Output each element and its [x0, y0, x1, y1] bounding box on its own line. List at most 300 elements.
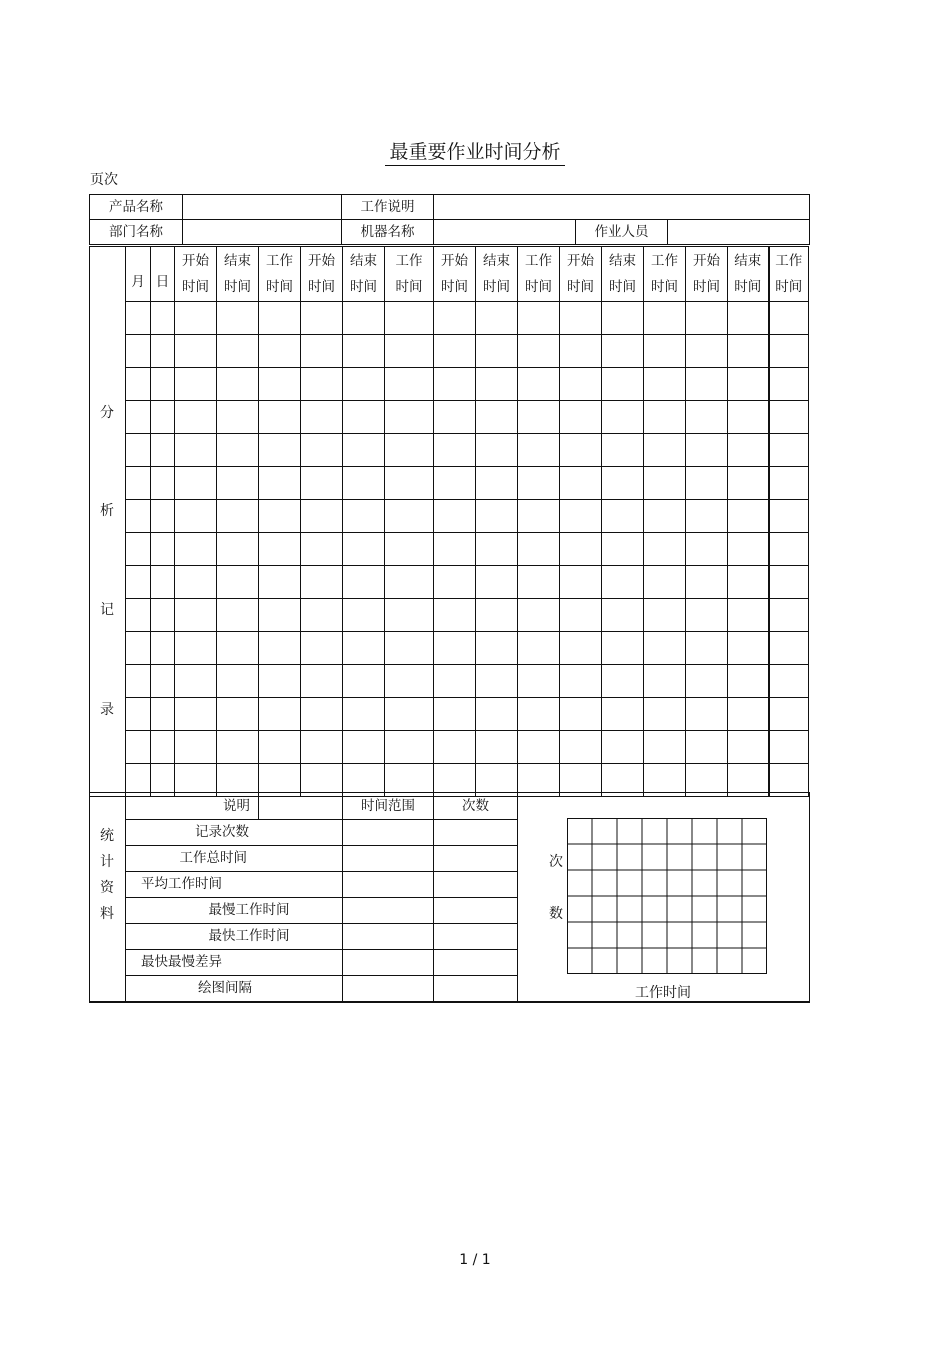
record-cell[interactable]	[769, 665, 809, 698]
record-cell[interactable]	[644, 500, 686, 533]
record-cell[interactable]	[151, 599, 175, 632]
record-cell[interactable]	[686, 731, 728, 764]
record-cell[interactable]	[434, 335, 476, 368]
record-cell[interactable]	[644, 335, 686, 368]
record-cell[interactable]	[126, 500, 151, 533]
histogram-grid	[567, 818, 767, 974]
record-cell[interactable]	[259, 632, 301, 665]
record-cell[interactable]	[126, 566, 151, 599]
stats-side-cell	[90, 793, 126, 1003]
stats-row-label: 平均工作时间	[126, 872, 343, 898]
record-cell[interactable]	[343, 731, 385, 764]
record-cell[interactable]	[518, 632, 560, 665]
record-cell[interactable]	[259, 566, 301, 599]
record-cell[interactable]	[151, 698, 175, 731]
record-cell[interactable]	[301, 599, 343, 632]
record-cell[interactable]	[217, 632, 259, 665]
record-cell[interactable]	[301, 401, 343, 434]
record-cell[interactable]	[259, 698, 301, 731]
record-cell[interactable]	[769, 368, 809, 401]
record-cell[interactable]	[686, 335, 728, 368]
stats-value-cell[interactable]	[343, 924, 434, 950]
record-cell[interactable]	[686, 698, 728, 731]
record-cell[interactable]	[560, 731, 602, 764]
record-cell[interactable]	[602, 434, 644, 467]
record-cell[interactable]	[434, 731, 476, 764]
record-cell[interactable]	[434, 632, 476, 665]
record-cell[interactable]	[126, 632, 151, 665]
record-cell[interactable]	[175, 335, 217, 368]
record-cell[interactable]	[385, 500, 434, 533]
record-cell[interactable]	[560, 599, 602, 632]
record-cell[interactable]	[259, 500, 301, 533]
stats-value-cell[interactable]	[434, 872, 518, 898]
page-number-label: 页次	[90, 172, 118, 188]
record-cell[interactable]	[434, 467, 476, 500]
record-cell[interactable]	[343, 632, 385, 665]
operator-label: 作业人员	[576, 220, 668, 245]
record-cell[interactable]	[560, 302, 602, 335]
record-cell[interactable]	[151, 302, 175, 335]
record-cell[interactable]	[476, 335, 518, 368]
record-cell[interactable]	[126, 731, 151, 764]
stats-value-cell[interactable]	[434, 950, 518, 976]
stats-row-label: 绘图间隔	[126, 976, 343, 1003]
record-cell[interactable]	[385, 368, 434, 401]
record-cell[interactable]	[343, 533, 385, 566]
record-cell[interactable]	[728, 632, 769, 665]
operator-field[interactable]	[668, 220, 810, 245]
record-side-char: 分	[100, 405, 114, 421]
record-cell[interactable]	[602, 731, 644, 764]
record-cell[interactable]	[434, 368, 476, 401]
record-cell[interactable]	[385, 401, 434, 434]
record-cell[interactable]	[151, 665, 175, 698]
chart-x-label: 工作时间	[635, 985, 691, 1001]
time-header-start: 开始 时间	[301, 247, 343, 302]
record-cell[interactable]	[343, 566, 385, 599]
record-cell[interactable]	[644, 698, 686, 731]
machine-name-field[interactable]	[434, 220, 576, 245]
record-cell[interactable]	[518, 335, 560, 368]
record-cell[interactable]	[175, 302, 217, 335]
stats-value-cell[interactable]	[434, 976, 518, 1003]
time-header-start: 开始 时间	[560, 247, 602, 302]
record-cell[interactable]	[560, 368, 602, 401]
record-cell[interactable]	[728, 500, 769, 533]
record-cell[interactable]	[301, 467, 343, 500]
record-cell[interactable]	[560, 632, 602, 665]
record-cell[interactable]	[476, 698, 518, 731]
record-cell[interactable]	[259, 368, 301, 401]
record-cell[interactable]	[175, 731, 217, 764]
record-cell[interactable]	[644, 566, 686, 599]
time-header-start: 开始 时间	[434, 247, 476, 302]
record-cell[interactable]	[686, 533, 728, 566]
record-side-char: 析	[100, 503, 114, 519]
record-cell[interactable]	[560, 335, 602, 368]
record-cell[interactable]	[476, 566, 518, 599]
record-cell[interactable]	[518, 599, 560, 632]
record-cell[interactable]	[476, 599, 518, 632]
record-cell[interactable]	[602, 401, 644, 434]
record-cell[interactable]	[175, 467, 217, 500]
record-cell[interactable]	[686, 302, 728, 335]
record-cell[interactable]	[560, 698, 602, 731]
record-cell[interactable]	[217, 698, 259, 731]
record-cell[interactable]	[434, 665, 476, 698]
record-cell[interactable]	[518, 401, 560, 434]
record-cell[interactable]	[769, 599, 809, 632]
record-cell[interactable]	[728, 731, 769, 764]
stats-value-cell[interactable]	[434, 898, 518, 924]
product-name-field[interactable]	[183, 195, 342, 220]
record-cell[interactable]	[728, 401, 769, 434]
record-side-char: 记	[100, 602, 114, 618]
record-cell[interactable]	[434, 500, 476, 533]
record-cell[interactable]	[644, 665, 686, 698]
record-cell[interactable]	[728, 665, 769, 698]
record-cell[interactable]	[602, 467, 644, 500]
record-cell[interactable]	[175, 401, 217, 434]
record-row	[90, 467, 809, 500]
record-cell[interactable]	[385, 533, 434, 566]
record-cell[interactable]	[151, 731, 175, 764]
record-cell[interactable]	[769, 335, 809, 368]
info-table	[89, 194, 810, 245]
record-cell[interactable]	[343, 599, 385, 632]
record-cell[interactable]	[644, 401, 686, 434]
record-cell[interactable]	[602, 302, 644, 335]
record-cell[interactable]	[343, 434, 385, 467]
record-cell[interactable]	[728, 368, 769, 401]
record-cell[interactable]	[385, 632, 434, 665]
record-cell[interactable]	[769, 698, 809, 731]
record-cell[interactable]	[728, 698, 769, 731]
time-header-end: 结束 时间	[476, 247, 518, 302]
record-cell[interactable]	[602, 533, 644, 566]
record-cell[interactable]	[343, 500, 385, 533]
record-cell[interactable]	[259, 731, 301, 764]
record-side-char: 录	[100, 702, 114, 718]
record-cell[interactable]	[476, 467, 518, 500]
record-cell[interactable]	[217, 665, 259, 698]
record-row	[90, 665, 809, 698]
record-cell[interactable]	[686, 434, 728, 467]
record-cell[interactable]	[728, 434, 769, 467]
record-cell[interactable]	[151, 434, 175, 467]
stats-header-blank	[259, 793, 343, 820]
record-cell[interactable]	[769, 302, 809, 335]
record-cell[interactable]	[518, 533, 560, 566]
record-cell[interactable]	[476, 665, 518, 698]
stats-side-char: 资	[100, 880, 114, 896]
record-cell[interactable]	[728, 566, 769, 599]
record-cell[interactable]	[126, 302, 151, 335]
record-cell[interactable]	[126, 665, 151, 698]
work-desc-field[interactable]	[434, 195, 810, 220]
stats-header-desc: 说明	[126, 793, 259, 820]
record-row	[90, 599, 809, 632]
record-cell[interactable]	[217, 731, 259, 764]
record-cell[interactable]	[434, 302, 476, 335]
stats-side-char: 料	[100, 906, 114, 922]
record-cell[interactable]	[151, 467, 175, 500]
record-cell[interactable]	[476, 401, 518, 434]
record-cell[interactable]	[686, 599, 728, 632]
record-cell[interactable]	[769, 632, 809, 665]
record-cell[interactable]	[343, 698, 385, 731]
record-cell[interactable]	[518, 665, 560, 698]
record-cell[interactable]	[518, 302, 560, 335]
record-cell[interactable]	[728, 467, 769, 500]
record-cell[interactable]	[518, 467, 560, 500]
record-cell[interactable]	[126, 467, 151, 500]
record-row	[90, 434, 809, 467]
time-header-end: 结束 时间	[728, 247, 769, 302]
record-cell[interactable]	[602, 698, 644, 731]
record-cell[interactable]	[644, 467, 686, 500]
record-cell[interactable]	[728, 599, 769, 632]
record-cell[interactable]	[217, 467, 259, 500]
record-cell[interactable]	[343, 401, 385, 434]
record-cell[interactable]	[644, 632, 686, 665]
record-cell[interactable]	[259, 533, 301, 566]
record-cell[interactable]	[560, 566, 602, 599]
record-cell[interactable]	[560, 434, 602, 467]
stats-value-cell[interactable]	[343, 872, 434, 898]
record-cell[interactable]	[343, 467, 385, 500]
stats-header-count: 次数	[434, 793, 518, 820]
record-cell[interactable]	[560, 500, 602, 533]
record-cell[interactable]	[151, 533, 175, 566]
record-cell[interactable]	[175, 434, 217, 467]
record-cell[interactable]	[217, 401, 259, 434]
record-cell[interactable]	[259, 401, 301, 434]
record-cell[interactable]	[476, 368, 518, 401]
record-cell[interactable]	[434, 599, 476, 632]
record-cell[interactable]	[301, 731, 343, 764]
record-cell[interactable]	[644, 434, 686, 467]
record-cell[interactable]	[518, 434, 560, 467]
stats-value-cell[interactable]	[343, 820, 434, 846]
record-cell[interactable]	[476, 434, 518, 467]
record-cell[interactable]	[385, 665, 434, 698]
dept-name-label: 部门名称	[90, 220, 183, 245]
record-cell[interactable]	[560, 467, 602, 500]
record-cell[interactable]	[217, 335, 259, 368]
record-cell[interactable]	[126, 368, 151, 401]
record-cell[interactable]	[151, 632, 175, 665]
stats-side-char: 计	[100, 854, 114, 870]
record-cell[interactable]	[728, 533, 769, 566]
record-cell[interactable]	[217, 566, 259, 599]
record-cell[interactable]	[686, 401, 728, 434]
stats-value-cell[interactable]	[343, 898, 434, 924]
record-cell[interactable]	[217, 533, 259, 566]
record-cell[interactable]	[126, 335, 151, 368]
record-cell[interactable]	[175, 632, 217, 665]
record-cell[interactable]	[518, 698, 560, 731]
record-cell[interactable]	[518, 731, 560, 764]
record-cell[interactable]	[434, 401, 476, 434]
record-cell[interactable]	[385, 599, 434, 632]
record-cell[interactable]	[476, 302, 518, 335]
record-cell[interactable]	[602, 500, 644, 533]
stats-value-cell[interactable]	[434, 846, 518, 872]
time-header-end: 结束 时间	[602, 247, 644, 302]
record-cell[interactable]	[175, 566, 217, 599]
record-row	[90, 368, 809, 401]
record-cell[interactable]	[434, 434, 476, 467]
record-cell[interactable]	[434, 533, 476, 566]
stats-row-label: 工作总时间	[126, 846, 343, 872]
record-cell[interactable]	[301, 566, 343, 599]
record-cell[interactable]	[560, 401, 602, 434]
stats-value-cell[interactable]	[343, 976, 434, 1003]
record-cell[interactable]	[518, 500, 560, 533]
record-cell[interactable]	[301, 335, 343, 368]
record-cell[interactable]	[644, 302, 686, 335]
record-cell[interactable]	[769, 401, 809, 434]
time-header-work: 工作 时间	[385, 247, 434, 302]
record-cell[interactable]	[769, 467, 809, 500]
stats-value-cell[interactable]	[434, 820, 518, 846]
stats-value-cell[interactable]	[343, 950, 434, 976]
record-cell[interactable]	[728, 302, 769, 335]
record-cell[interactable]	[686, 368, 728, 401]
record-cell[interactable]	[385, 302, 434, 335]
record-cell[interactable]	[602, 566, 644, 599]
month-header: 月	[126, 247, 151, 302]
record-cell[interactable]	[769, 731, 809, 764]
record-cell[interactable]	[217, 368, 259, 401]
stats-value-cell[interactable]	[434, 924, 518, 950]
record-row	[90, 401, 809, 434]
record-cell[interactable]	[175, 533, 217, 566]
record-cell[interactable]	[343, 665, 385, 698]
record-cell[interactable]	[476, 731, 518, 764]
record-cell[interactable]	[301, 434, 343, 467]
record-cell[interactable]	[385, 434, 434, 467]
record-cell[interactable]	[259, 467, 301, 500]
record-cell[interactable]	[259, 434, 301, 467]
record-cell[interactable]	[126, 599, 151, 632]
record-row	[90, 335, 809, 368]
record-cell[interactable]	[301, 665, 343, 698]
dept-name-field[interactable]	[183, 220, 342, 245]
record-cell[interactable]	[343, 335, 385, 368]
record-cell[interactable]	[151, 335, 175, 368]
record-cell[interactable]	[602, 665, 644, 698]
record-cell[interactable]	[686, 500, 728, 533]
record-cell[interactable]	[602, 632, 644, 665]
record-cell[interactable]	[602, 599, 644, 632]
record-cell[interactable]	[476, 632, 518, 665]
record-cell[interactable]	[175, 599, 217, 632]
record-cell[interactable]	[151, 566, 175, 599]
stats-value-cell[interactable]	[343, 846, 434, 872]
work-desc-label: 工作说明	[342, 195, 434, 220]
record-cell[interactable]	[518, 566, 560, 599]
time-header-work: 工作 时间	[259, 247, 301, 302]
record-cell[interactable]	[175, 665, 217, 698]
record-cell[interactable]	[217, 434, 259, 467]
record-cell[interactable]	[769, 533, 809, 566]
record-cell[interactable]	[217, 599, 259, 632]
record-cell[interactable]	[126, 698, 151, 731]
record-cell[interactable]	[476, 533, 518, 566]
record-cell[interactable]	[301, 533, 343, 566]
record-cell[interactable]	[385, 335, 434, 368]
record-cell[interactable]	[686, 665, 728, 698]
record-cell[interactable]	[769, 566, 809, 599]
record-cell[interactable]	[259, 599, 301, 632]
record-cell[interactable]	[560, 533, 602, 566]
record-cell[interactable]	[301, 368, 343, 401]
record-cell[interactable]	[602, 335, 644, 368]
record-cell[interactable]	[434, 698, 476, 731]
record-cell[interactable]	[343, 368, 385, 401]
record-cell[interactable]	[175, 500, 217, 533]
record-cell[interactable]	[259, 335, 301, 368]
record-cell[interactable]	[385, 731, 434, 764]
stats-row-label: 最快工作时间	[126, 924, 343, 950]
record-cell[interactable]	[217, 302, 259, 335]
record-cell[interactable]	[769, 500, 809, 533]
chart-y-label-char: 数	[549, 906, 563, 922]
record-cell[interactable]	[644, 731, 686, 764]
record-cell[interactable]	[385, 698, 434, 731]
time-header-start: 开始 时间	[686, 247, 728, 302]
record-cell[interactable]	[728, 335, 769, 368]
product-name-label: 产品名称	[90, 195, 183, 220]
record-cell[interactable]	[769, 434, 809, 467]
record-cell[interactable]	[644, 368, 686, 401]
record-cell[interactable]	[175, 698, 217, 731]
record-cell[interactable]	[126, 401, 151, 434]
record-cell[interactable]	[175, 368, 217, 401]
record-cell[interactable]	[151, 500, 175, 533]
document-title	[0, 140, 950, 166]
record-cell[interactable]	[644, 533, 686, 566]
record-cell[interactable]	[385, 566, 434, 599]
record-cell[interactable]	[385, 467, 434, 500]
record-cell[interactable]	[151, 401, 175, 434]
record-cell[interactable]	[126, 533, 151, 566]
record-cell[interactable]	[301, 500, 343, 533]
record-cell[interactable]	[644, 599, 686, 632]
record-cell[interactable]	[217, 500, 259, 533]
record-cell[interactable]	[476, 500, 518, 533]
record-cell[interactable]	[151, 368, 175, 401]
record-cell[interactable]	[259, 665, 301, 698]
record-cell[interactable]	[259, 302, 301, 335]
record-cell[interactable]	[343, 302, 385, 335]
record-cell[interactable]	[301, 632, 343, 665]
record-cell[interactable]	[686, 467, 728, 500]
record-cell[interactable]	[518, 368, 560, 401]
record-cell[interactable]	[301, 698, 343, 731]
record-cell[interactable]	[560, 665, 602, 698]
day-header: 日	[151, 247, 175, 302]
record-cell[interactable]	[602, 368, 644, 401]
record-cell[interactable]	[434, 566, 476, 599]
record-cell[interactable]	[686, 632, 728, 665]
record-cell[interactable]	[686, 566, 728, 599]
record-cell[interactable]	[126, 434, 151, 467]
record-cell[interactable]	[301, 302, 343, 335]
